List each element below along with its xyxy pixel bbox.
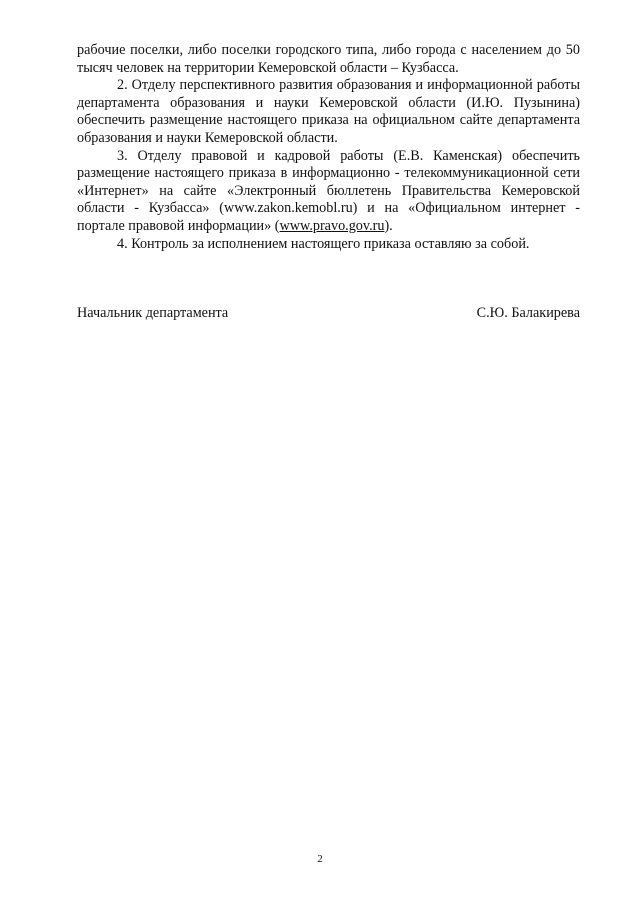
page-number: 2 [317, 853, 323, 865]
paragraph-item-3-text: 3. Отделу правовой и кадровой работы (Е.В. Каменская) обеспечить размещение настоящего приказа в информационно - телекоммуникационной сети «Интернет» на сайте «Электронный бюллетень Правительства Кемеровской области - Кузбасса» (www.zakon.kemobl.ru) и на «Официальном интернет - портале правовой информации» ( [77, 147, 580, 234]
paragraph-continuation: рабочие поселки, либо поселки городского типа, либо города с населением до 50 тысяч человек на территории Кемеровской области – Кузбасса. [77, 42, 580, 76]
paragraph-item-3 [77, 148, 580, 236]
document-body [77, 42, 580, 253]
signature-block [77, 305, 580, 323]
pravo-gov-link[interactable]: www.pravo.gov.ru [279, 217, 385, 234]
paragraph-item-3-end: ). [384, 217, 393, 234]
signatory-position: Начальник департамента [77, 305, 229, 321]
signatory-name: С.Ю. Балакирева [476, 305, 580, 321]
paragraph-item-2: 2. Отделу перспективного развития образования и информационной работы департамента образования и науки Кемеровской области (И.Ю. Пузынина) обеспечить размещение настоящего приказа на официальном сайте департамента образования и науки Кемеровской области. [77, 77, 580, 146]
paragraph-item-4: 4. Контроль за исполнением настоящего приказа оставляю за собой. [117, 235, 530, 252]
